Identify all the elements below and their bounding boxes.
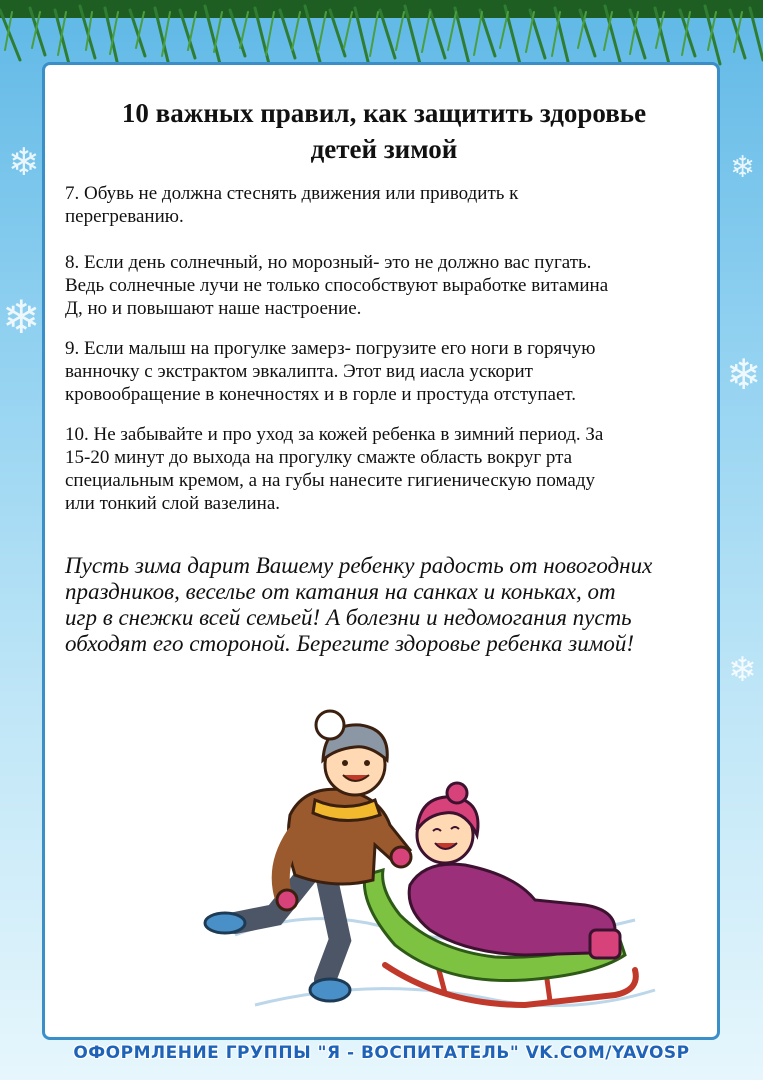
children-sledding-illustration [195,705,665,1025]
closing-line: Пусть зима дарит Вашему ребенку радость от новогодних [65,553,653,578]
rule-line: кровообращение в конечностях и в горле и простуда отступает. [65,384,577,405]
rule-line: специальным кремом, а на губы нанесите гигиеническую помаду [65,470,595,491]
rule-line: или тонкий слой вазелина. [65,493,281,514]
rule-8 [65,251,705,320]
rule-line: ванночку с экстрактом эвкалипта. Этот вид иасла ускорит [65,361,533,382]
content-card [42,62,720,1040]
snowflake-icon: ❄ [8,140,40,184]
rule-7 [65,182,705,228]
rule-line: Д, но и повышают наше настроение. [65,298,362,319]
title-line-2: детей зимой [310,134,458,164]
snowflake-icon: ❄ [726,350,762,399]
closing-wish [65,553,715,657]
rule-line: 8. Если день солнечный, но морозный- это не должно вас пугать. [65,252,592,273]
rule-line: Ведь солнечные лучи не только способствуют выработке витамина [65,275,609,296]
rule-line: 9. Если малыш на прогулке замерз- погрузите его ноги в горячую [65,338,596,359]
title-line-1: 10 важных правил, как защитить здоровье [121,98,647,128]
rule-line: 10. Не забывайте и про уход за кожей ребенка в зимний период. За [65,424,604,445]
footer-credit: ОФОРМЛЕНИЕ ГРУППЫ "Я - ВОСПИТАТЕЛЬ" VK.COM/YAVOSP [73,1043,690,1063]
rule-line: 7. Обувь не должна стеснять движения или приводить к [65,183,519,204]
closing-line: обходят его стороной. Берегите здоровье ребенка зимой! [65,631,635,656]
rule-line: 15-20 минут до выхода на прогулку смажте область вокруг рта [65,447,573,468]
snowflake-icon: ❄ [730,150,756,185]
rule-line: перегреванию. [65,206,184,227]
page-title [45,95,723,167]
rule-9 [65,337,705,406]
snowflake-icon: ❄ [728,650,757,690]
snowflake-icon: ❄ [2,290,41,344]
rule-10 [65,423,705,515]
closing-line: игр в снежки всей семьей! А болезни и недомогания пусть [65,605,632,630]
closing-line: праздников, веселье от катания на санках и коньках, от [65,579,616,604]
